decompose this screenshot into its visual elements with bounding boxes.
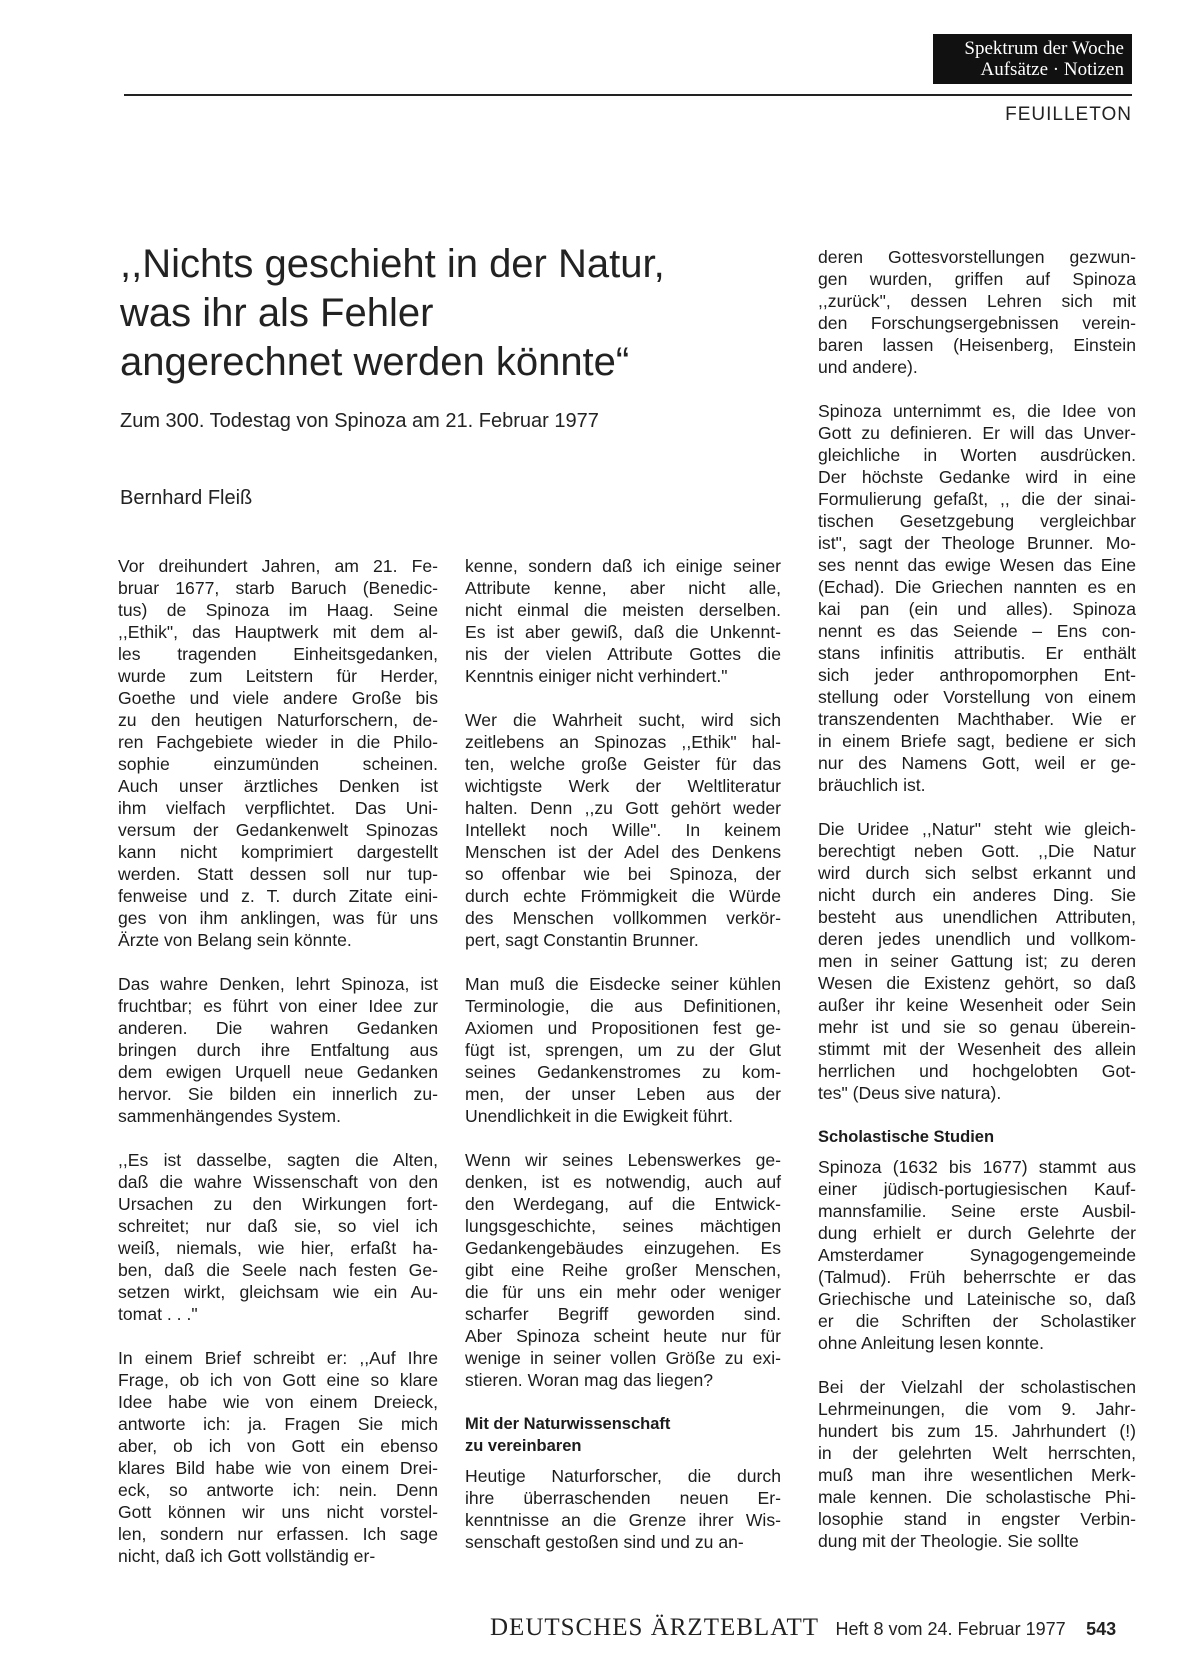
text-line: fenweise und z. T. durch Zitate eini-: [118, 886, 438, 906]
text-line: ,,zurück", dessen Lehren sich mit: [818, 291, 1136, 311]
section-label: FEUILLETON: [1005, 104, 1132, 125]
text-line: Amsterdamer Synagogengemeinde: [818, 1245, 1136, 1265]
text-line: tischen Gesetzgebung vergleichbar: [818, 511, 1136, 531]
text-line: seines Gedankenstromes zu kom-: [465, 1062, 781, 1082]
text-line: (Talmud). Früh beherrschte er das: [818, 1267, 1136, 1287]
title-line-2: was ihr als Fehler: [120, 291, 434, 335]
text-line: Es ist aber gewiß, daß die Unkennt-: [465, 622, 781, 642]
text-line: Gott zu definieren. Er will das Unver-: [818, 423, 1136, 443]
text-line: hervor. Sie bilden ein innerlich zu-: [118, 1084, 438, 1104]
text-line: wird durch sich selbst erkannt und: [818, 863, 1136, 883]
text-line: senschaft gestoßen sind und zu an-: [465, 1532, 744, 1552]
text-line: men in seiner Gattung ist; zu deren: [818, 951, 1136, 971]
text-line: Auch unser ärztliches Denken ist: [118, 776, 438, 796]
paragraph: [818, 818, 1136, 1104]
text-line: setzen wirkt, gleichsam wie ein Au-: [118, 1282, 438, 1302]
text-line: die für uns ein mehr oder weniger: [465, 1282, 781, 1302]
text-line: eck, so antworte ich: nein. Denn: [118, 1480, 438, 1500]
text-line: Spinoza unternimmt es, die Idee von: [818, 401, 1136, 421]
text-line: besteht aus unendlichen Attributen,: [818, 907, 1136, 927]
text-line: Gedankengebäudes einzugehen. Es: [465, 1238, 781, 1258]
text-line: stans infinitis attributis. Er enthält: [818, 643, 1136, 663]
section-badge: [933, 34, 1132, 84]
text-line: anderen. Die wahren Gedanken: [118, 1018, 438, 1038]
text-line: ben, daß die Seele nach festen Ge-: [118, 1260, 438, 1280]
col2-body-part2: [465, 1465, 781, 1553]
text-line: berechtigt neben Gott. ,,Die Natur: [818, 841, 1136, 861]
text-line: Kenntnis einiger nicht verhindert.": [465, 666, 728, 686]
text-line: gleichliche in Worten ausdrücken.: [818, 445, 1136, 465]
subheading-line-1: Mit der Naturwissenschaft: [465, 1415, 671, 1433]
text-line: herrlichen und hochgelobten Got-: [818, 1061, 1136, 1081]
text-line: Griechische und Lateinische so, daß: [818, 1289, 1136, 1309]
journal-name: DEUTSCHES ÄRZTEBLATT: [490, 1614, 820, 1641]
paragraph: [118, 555, 438, 951]
text-line: tes" (Deus sive natura).: [818, 1083, 1002, 1103]
text-line: kenne, sondern daß ich einige seiner: [465, 556, 781, 576]
text-line: ohne Anleitung lesen konnte.: [818, 1333, 1044, 1353]
text-line: fügt ist, sprengen, um zu der Glut: [465, 1040, 781, 1060]
text-line: so offenbar wie bei Spinoza, der: [465, 864, 781, 884]
text-line: losophie stand in engster Verbin-: [818, 1509, 1136, 1529]
text-line: nicht, daß ich Gott vollständig er-: [118, 1546, 376, 1566]
text-line: Gott können wir uns nicht vorstel-: [118, 1502, 438, 1522]
text-line: daß die wahre Wissenschaft von den: [118, 1172, 438, 1192]
text-line: in der gelehrten Welt herrschten,: [818, 1443, 1136, 1463]
text-line: transzendenten Machthaber. Wie er: [818, 709, 1136, 729]
text-line: des Menschen vollkommen verkör-: [465, 908, 781, 928]
article-title: [120, 240, 760, 387]
text-line: nicht durch ein anderes Ding. Sie: [818, 885, 1136, 905]
paragraph: [465, 1465, 781, 1553]
text-line: scharfer Begriff geworden sind.: [465, 1304, 781, 1324]
text-line: kann nicht komprimiert dargestellt: [118, 842, 438, 862]
text-line: ren Fachgebiete wieder in die Philo-: [118, 732, 438, 752]
subheading-line-2: zu vereinbaren: [465, 1437, 582, 1455]
text-line: klares Bild habe wie von einem Drei-: [118, 1458, 438, 1478]
text-line: ist", sagt der Theologe Brunner. Mo-: [818, 533, 1136, 553]
text-column-3: [818, 246, 1136, 1574]
text-line: bräuchlich ist.: [818, 775, 926, 795]
text-line: gen wurden, griffen auf Spinoza: [818, 269, 1136, 289]
paragraph: [465, 1149, 781, 1391]
text-line: Man muß die Eisdecke seiner kühlen: [465, 974, 781, 994]
paragraph: [818, 1156, 1136, 1354]
text-line: zeitlebens an Spinozas ,,Ethik" hal-: [465, 732, 781, 752]
text-line: dung erhielt er durch Gelehrte der: [818, 1223, 1136, 1243]
paragraph: [118, 1347, 438, 1567]
text-line: deren jedes unendlich und vollkom-: [818, 929, 1136, 949]
text-line: dem ewigen Urquell neue Gedanken: [118, 1062, 438, 1082]
text-line: In einem Brief schreibt er: ,,Auf Ihre: [118, 1348, 438, 1368]
text-line: kenntnisse an die Grenze ihrer Wis-: [465, 1510, 781, 1530]
text-line: ses nennt das ewige Wesen das Eine: [818, 555, 1136, 575]
issue-info: Heft 8 vom 24. Februar 1977: [835, 1619, 1066, 1639]
text-line: ten, welche große Geister für das: [465, 754, 781, 774]
text-line: und andere).: [818, 357, 918, 377]
text-line: male kennen. Die scholastische Phi-: [818, 1487, 1136, 1507]
text-line: Intellekt noch Wille". In keinem: [465, 820, 781, 840]
text-line: ,,Es ist dasselbe, sagten die Alten,: [118, 1150, 438, 1170]
text-line: außer ihr keine Wesenheit oder Sein: [818, 995, 1136, 1015]
paragraph: [818, 400, 1136, 796]
text-line: Wenn wir seines Lebenswerkes ge-: [465, 1150, 781, 1170]
text-line: muß man ihre wesentlichen Merk-: [818, 1465, 1136, 1485]
text-line: Lehrmeinungen, die vom 9. Jahr-: [818, 1399, 1136, 1419]
text-line: Formulierung gefaßt, ,, die der sinai-: [818, 489, 1136, 509]
text-line: Wer die Wahrheit sucht, wird sich: [465, 710, 781, 730]
text-line: Menschen ist der Adel des Denkens: [465, 842, 781, 862]
col3-body-part2: [818, 1156, 1136, 1552]
col1-body: [118, 555, 438, 1567]
text-line: pert, sagt Constantin Brunner.: [465, 930, 699, 950]
text-line: Goethe und viele andere Große bis: [118, 688, 438, 708]
text-line: zu den heutigen Naturforschern, de-: [118, 710, 438, 730]
paragraph: [465, 709, 781, 951]
text-line: Attribute kenne, aber nicht alle,: [465, 578, 781, 598]
text-line: weiß, niemals, wie hier, erfaßt ha-: [118, 1238, 438, 1258]
text-line: Axiomen und Propositionen fest ge-: [465, 1018, 781, 1038]
text-line: Ärzte von Belang sein könnte.: [118, 930, 352, 950]
text-line: den Forschungsergebnissen verein-: [818, 313, 1136, 333]
text-line: Aber Spinoza scheint heute nur für: [465, 1326, 781, 1346]
text-line: ihm vielfach verpflichtet. Das Uni-: [118, 798, 438, 818]
text-line: Frage, ob ich von Gott eine so klare: [118, 1370, 438, 1390]
page-footer: [490, 1614, 1116, 1642]
col3-body-part1: [818, 246, 1136, 1104]
text-line: tomat . . .": [118, 1304, 198, 1324]
text-line: kai pan (ein und alles). Spinoza: [818, 599, 1136, 619]
subheading-line: Scholastische Studien: [818, 1128, 995, 1146]
text-line: men, der unser Leben aus der: [465, 1084, 781, 1104]
paragraph: [818, 1376, 1136, 1552]
text-line: mehr ist und sie so genau überein-: [818, 1017, 1136, 1037]
header-rule: [124, 94, 1132, 96]
paragraph: [118, 1149, 438, 1325]
text-line: wenige in seiner vollen Größe zu exi-: [465, 1348, 781, 1368]
text-line: werden. Statt dessen soll nur tup-: [118, 864, 438, 884]
text-line: Bei der Vielzahl der scholastischen: [818, 1377, 1136, 1397]
paragraph: [818, 246, 1136, 378]
text-line: tus) de Spinoza im Haag. Seine: [118, 600, 438, 620]
article-author: Bernhard Fleiß: [120, 487, 253, 509]
text-line: nis der vielen Attribute Gottes die: [465, 644, 781, 664]
text-line: stellung oder Vorstellung von einem: [818, 687, 1136, 707]
text-line: in einem Briefe sagt, bediene er sich: [818, 731, 1136, 751]
text-line: wurde zum Leitstern für Herder,: [118, 666, 438, 686]
article-subtitle: Zum 300. Todestag von Spinoza am 21. Februar 1977: [120, 410, 599, 432]
subheading-scholastische-studien: [818, 1126, 1136, 1148]
text-line: fruchtbar; es führt von einer Idee zur: [118, 996, 438, 1016]
text-line: versum der Gedankenwelt Spinozas: [118, 820, 438, 840]
text-line: Terminologie, die aus Definitionen,: [465, 996, 781, 1016]
text-line: stieren. Woran mag das liegen?: [465, 1370, 714, 1390]
text-line: nennt es das Seiende – Ens con-: [818, 621, 1136, 641]
text-line: Ursachen zu den Wirkungen fort-: [118, 1194, 438, 1214]
paragraph: [465, 555, 781, 687]
text-line: durch echte Frömmigkeit die Würde: [465, 886, 781, 906]
text-line: hundert bis zum 15. Jahrhundert (!): [818, 1421, 1136, 1441]
paragraph: [465, 973, 781, 1127]
text-line: antworte ich: ja. Fragen Sie mich: [118, 1414, 438, 1434]
text-line: ihre überraschenden neuen Er-: [465, 1488, 781, 1508]
title-line-3: angerechnet werden könnte“: [120, 340, 630, 384]
text-line: Idee habe wie von einem Dreieck,: [118, 1392, 438, 1412]
text-line: halten. Denn ,,zu Gott gehört weder: [465, 798, 781, 818]
text-line: gibt eine Reihe großer Menschen,: [465, 1260, 781, 1280]
text-line: Die Uridee ,,Natur" steht wie gleich-: [818, 819, 1136, 839]
text-column-1: [118, 555, 438, 1589]
text-line: Vor dreihundert Jahren, am 21. Fe-: [118, 556, 438, 576]
text-line: Heutige Naturforscher, die durch: [465, 1466, 781, 1486]
text-line: er die Schriften der Scholastiker: [818, 1311, 1136, 1331]
page-number: 543: [1086, 1619, 1117, 1639]
text-line: aber, ob ich von Gott ein ebenso: [118, 1436, 438, 1456]
text-line: sophie einzumünden scheinen.: [118, 754, 438, 774]
text-line: Der höchste Gedanke wird in eine: [818, 467, 1136, 487]
text-line: lungsgeschichte, seines mächtigen: [465, 1216, 781, 1236]
text-line: les tragenden Einheitsgedanken,: [118, 644, 438, 664]
subheading-naturwissenschaft: [465, 1413, 781, 1457]
text-line: baren lassen (Heisenberg, Einstein: [818, 335, 1136, 355]
text-line: nur des Namens Gott, weil er ge-: [818, 753, 1136, 773]
text-line: wichtigste Werk der Weltliteratur: [465, 776, 781, 796]
text-line: schreitet; nur daß sie, so viel ich: [118, 1216, 438, 1236]
paragraph: [118, 973, 438, 1127]
text-line: ges von ihm anklingen, was für uns: [118, 908, 438, 928]
badge-line-2: Aufsätze · Notizen: [980, 59, 1124, 80]
text-line: (Echad). Die Griechen nannten es en: [818, 577, 1136, 597]
text-line: Das wahre Denken, lehrt Spinoza, ist: [118, 974, 438, 994]
text-line: denken, ist es notwendig, auch auf: [465, 1172, 781, 1192]
text-line: Unendlichkeit in die Ewigkeit führt.: [465, 1106, 733, 1126]
text-line: Wesen die Existenz gehört, so daß: [818, 973, 1136, 993]
text-line: mannsfamilie. Seine erste Ausbil-: [818, 1201, 1136, 1221]
text-line: einer jüdisch-portugiesischen Kauf-: [818, 1179, 1136, 1199]
text-line: sich jeder anthropomorphen Ent-: [818, 665, 1136, 685]
badge-line-1: Spektrum der Woche: [964, 38, 1124, 59]
text-line: Spinoza (1632 bis 1677) stammt aus: [818, 1157, 1136, 1177]
text-line: dung mit der Theologie. Sie sollte: [818, 1531, 1079, 1551]
text-line: bruar 1677, starb Baruch (Benedic-: [118, 578, 438, 598]
text-line: ,,Ethik", das Hauptwerk mit dem al-: [118, 622, 438, 642]
title-line-1: ,,Nichts geschieht in der Natur,: [120, 242, 665, 286]
text-line: deren Gottesvorstellungen gezwun-: [818, 247, 1136, 267]
col2-body-part1: [465, 555, 781, 1391]
text-line: sammenhängendes System.: [118, 1106, 341, 1126]
text-line: den Werdegang, auf die Entwick-: [465, 1194, 781, 1214]
text-line: len, sondern nur erfassen. Ich sage: [118, 1524, 438, 1544]
text-line: bringen durch ihre Entfaltung aus: [118, 1040, 438, 1060]
text-line: stimmt mit der Wesenheit des allein: [818, 1039, 1136, 1059]
text-column-2: [465, 555, 781, 1575]
text-line: nicht einmal die meisten derselben.: [465, 600, 781, 620]
